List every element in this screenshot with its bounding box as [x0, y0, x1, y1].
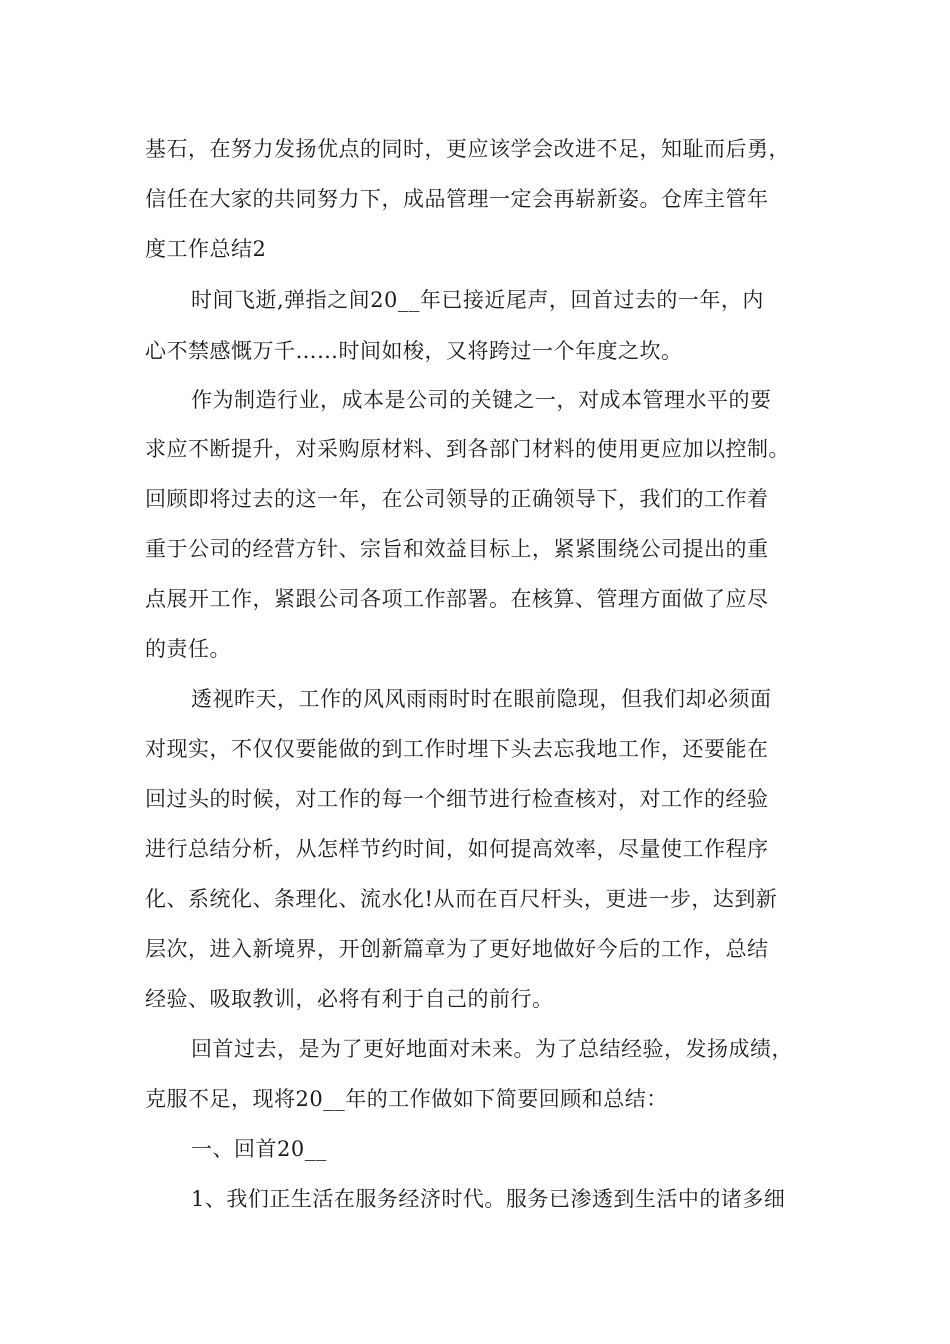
text-line: 回过头的时候，对工作的每一个细节进行检查核对，对工作的经验 — [145, 787, 769, 811]
text-line: 进行总结分析，从怎样节约时间，如何提高效率，尽量使工作程序 — [145, 837, 769, 861]
section-heading: 一、回首20__ — [191, 1137, 327, 1161]
text-line: 化、系统化、条理化、流水化!从而在百尺杆头，更进一步，达到新 — [145, 887, 778, 911]
text-line: 心不禁感慨万千……时间如梭，又将跨过一个年度之坎。 — [145, 339, 683, 363]
paragraph-line: 透视昨天，工作的风风雨雨时时在眼前隐现，但我们却必须面 — [191, 687, 772, 711]
paragraph-line: 1、我们正生活在服务经济时代。服务已渗透到生活中的诸多细 — [191, 1187, 786, 1211]
text-line: 层次，进入新境界，开创新篇章为了更好地做好今后的工作，总结 — [145, 937, 769, 961]
text-line: 的责任。 — [145, 637, 231, 661]
text-line: 重于公司的经营方针、宗旨和效益目标上，紧紧围绕公司提出的重 — [145, 537, 769, 561]
text-line: 经验、吸取教训，必将有利于自己的前行。 — [145, 987, 554, 1011]
paragraph-line: 回首过去，是为了更好地面对未来。为了总结经验，发扬成绩， — [191, 1037, 793, 1061]
paragraph-line: 作为制造行业，成本是公司的关键之一，对成本管理水平的要 — [191, 388, 772, 412]
text-line: 基石，在努力发扬优点的同时，更应该学会改进不足，知耻而后勇， — [145, 137, 790, 161]
text-line: 对现实，不仅仅要能做的到工作时埋下头去忘我地工作，还要能在 — [145, 737, 769, 761]
text-line: 点展开工作，紧跟公司各项工作部署。在核算、管理方面做了应尽 — [145, 587, 769, 611]
text-line: 求应不断提升，对采购原材料、到各部门材料的使用更应加以控制。 — [145, 437, 790, 461]
text-line: 信任在大家的共同努力下，成品管理一定会再崭新姿。仓库主管年 — [145, 187, 769, 211]
text-line: 克服不足，现将20__年的工作做如下简要回顾和总结： — [145, 1087, 668, 1111]
text-line: 度工作总结2 — [145, 237, 267, 261]
text-line: 回顾即将过去的这一年，在公司领导的正确领导下，我们的工作着 — [145, 487, 769, 511]
paragraph-line: 时间飞逝,弹指之间20__年已接近尾声，回首过去的一年，内 — [191, 288, 764, 312]
